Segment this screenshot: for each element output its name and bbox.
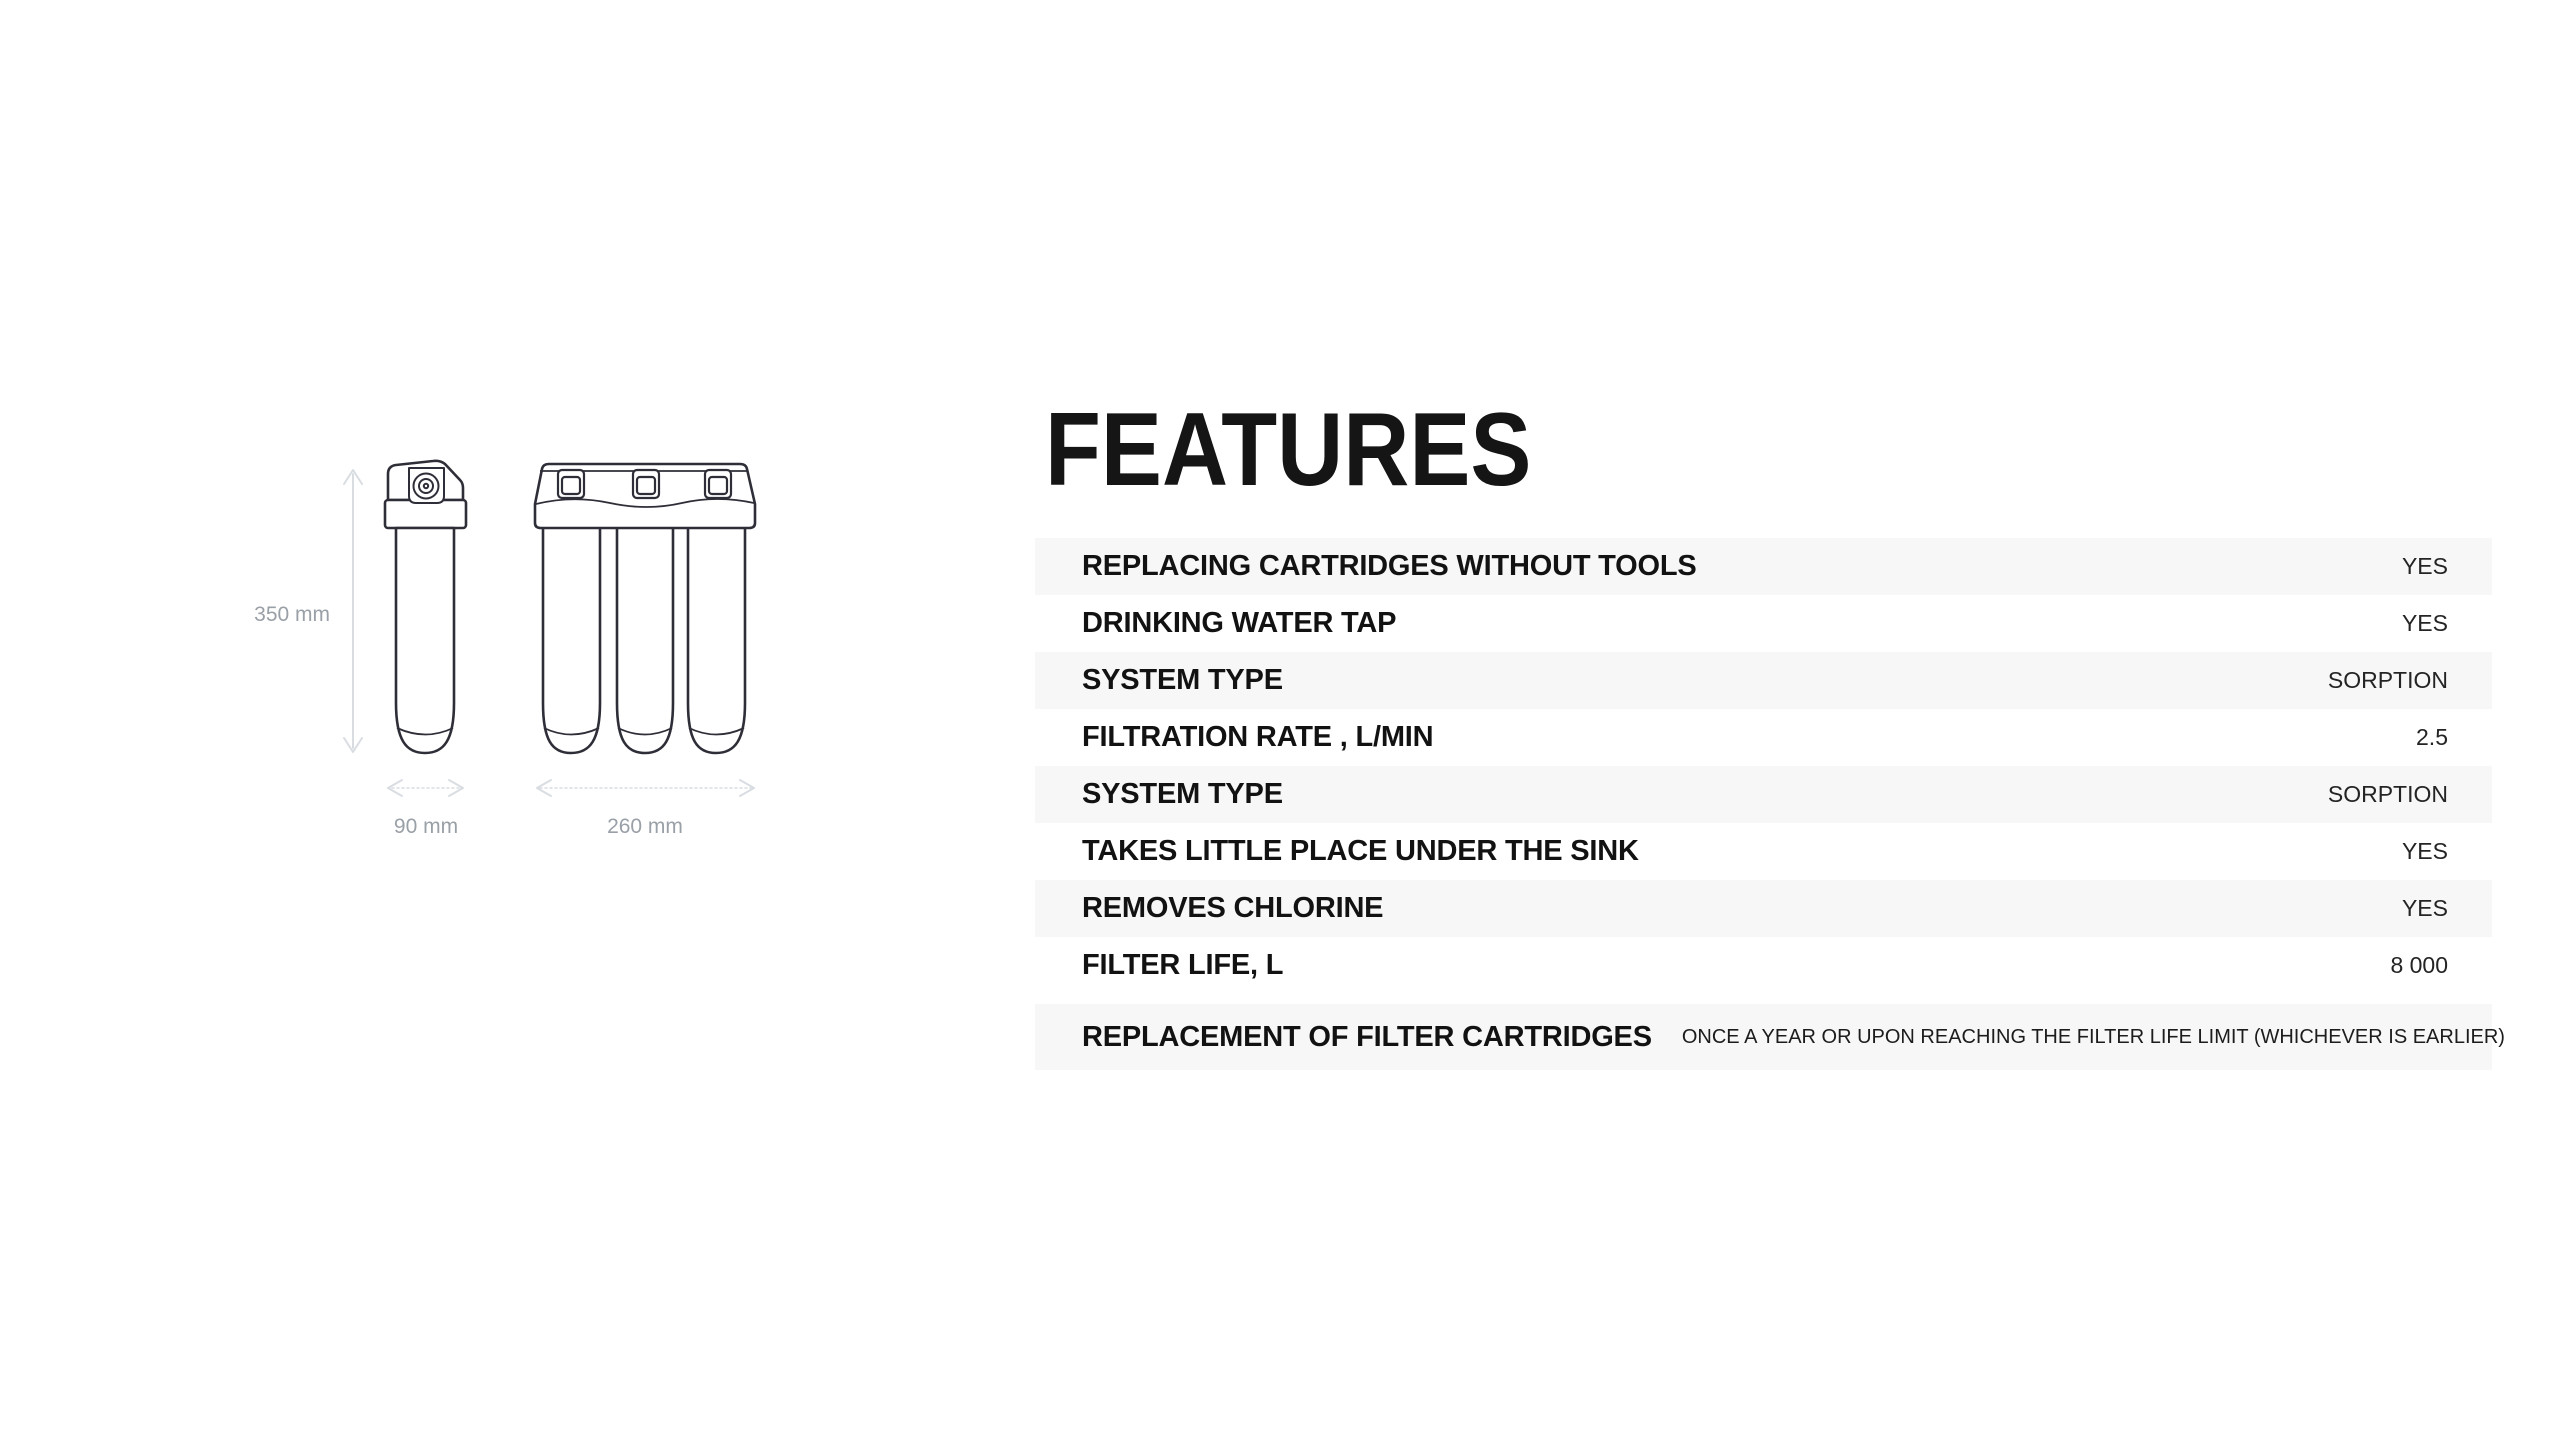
feature-row <box>1035 766 2492 823</box>
feature-label: DRINKING WATER TAP <box>1082 607 1397 639</box>
feature-row <box>1035 1004 2505 1070</box>
feature-value: YES <box>2401 553 2448 579</box>
feature-label: SYSTEM TYPE <box>1082 778 1283 810</box>
feature-row <box>1035 652 2492 709</box>
height-arrow <box>344 470 362 752</box>
height-dimension-label: 350 mm <box>254 603 330 626</box>
feature-label: TAKES LITTLE PLACE UNDER THE SINK <box>1082 835 1639 867</box>
feature-value: YES <box>2401 895 2448 921</box>
feature-label: REPLACING CARTRIDGES WITHOUT TOOLS <box>1082 550 1697 582</box>
feature-row <box>1035 709 2492 766</box>
feature-row <box>1035 937 2492 994</box>
feature-row <box>1035 880 2492 937</box>
features-table <box>1035 538 2505 1070</box>
feature-row <box>1035 538 2492 595</box>
triple-width-arrow <box>537 780 754 796</box>
single-width-arrow <box>388 780 463 796</box>
feature-row <box>1035 595 2492 652</box>
feature-row <box>1035 823 2492 880</box>
feature-label: REMOVES CHLORINE <box>1082 892 1384 924</box>
feature-label: REPLACEMENT OF FILTER CARTRIDGES <box>1082 1020 1652 1053</box>
feature-value: 8 000 <box>2390 952 2448 978</box>
feature-value: SORPTION <box>2327 781 2448 807</box>
page-title: FEATURES <box>1045 392 1532 508</box>
triple-width-dimension-label: 260 mm <box>607 815 683 838</box>
feature-value: SORPTION <box>2327 667 2448 693</box>
feature-value: YES <box>2401 610 2448 636</box>
feature-value: YES <box>2401 838 2448 864</box>
feature-label: FILTRATION RATE , L/MIN <box>1082 721 1434 753</box>
feature-label: FILTER LIFE, L <box>1082 949 1284 981</box>
filter-diagram-svg <box>240 435 780 865</box>
single-filter-illustration <box>385 461 466 753</box>
triple-filter-illustration <box>535 464 755 753</box>
product-dimensions-diagram <box>240 435 780 865</box>
feature-value: 2.5 <box>2416 724 2448 750</box>
feature-value: ONCE A YEAR OR UPON REACHING THE FILTER LIFE LIMIT (WHICHEVER IS EARLIER) <box>1681 1025 2505 1048</box>
single-width-dimension-label: 90 mm <box>393 815 459 838</box>
feature-label: SYSTEM TYPE <box>1082 664 1283 696</box>
